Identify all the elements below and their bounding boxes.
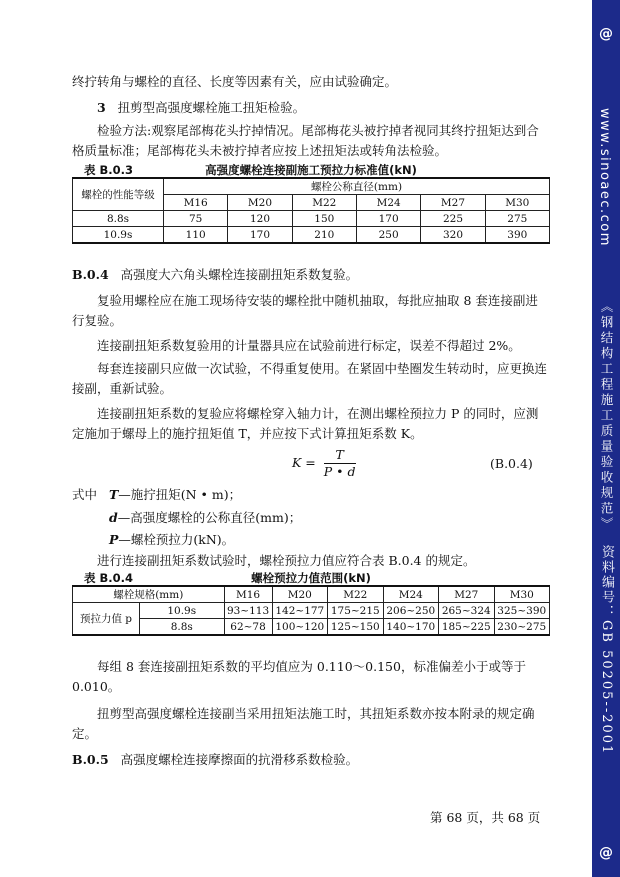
table-cell: 8.8s	[140, 619, 225, 636]
paragraph-torque-method: 扭剪型高强度螺栓连接副当采用扭矩法施工时，其扭矩系数亦按本附录的规定确定。	[72, 706, 535, 741]
table-cell: 175~215	[328, 603, 383, 619]
table-cell: 120	[228, 211, 292, 227]
table-cell: 206~250	[383, 603, 438, 619]
table-cell: 93~113	[224, 603, 272, 619]
paragraph-mean-value: 每组 8 套连接副扭矩系数的平均值应为 0.110～0.150，标准偏差小于或等于 0.010。	[72, 659, 526, 694]
table-row	[73, 619, 550, 636]
formula-fraction	[324, 447, 356, 480]
where-label: 式中	[72, 487, 98, 502]
table-cell: 170	[228, 227, 292, 244]
def-text: —螺栓预拉力(kN)。	[118, 532, 235, 547]
table-b04-col: M24	[383, 586, 438, 603]
table-b03-diam-header: 螺栓公称直径(mm)	[164, 178, 550, 195]
def-text: —施拧扭矩(N • m)；	[118, 487, 242, 502]
table-b04-col: M30	[494, 586, 550, 603]
table-b03-col: M16	[164, 195, 228, 211]
def-symbol: P	[109, 532, 119, 547]
paragraph-test-procedure: 连接副扭矩系数的复验应将螺栓穿入轴力计，在测出螺栓预拉力 P 的同时，应测定施加于螺母上的施拧扭矩值 T，并应按下式计算扭矩系数 K。	[72, 406, 539, 441]
formula-denominator: P • d	[323, 464, 356, 479]
at-symbol-top: @	[599, 26, 613, 42]
section-b04-title: 高强度大六角头螺栓连接副扭矩系数复验。	[120, 267, 359, 282]
table-cell: 8.8s	[73, 211, 164, 227]
table-b04-title: 螺栓预拉力值范围(kN)	[251, 571, 371, 585]
paragraph-inspection-method: 检验方法:观察尾部梅花头拧掉情况。尾部梅花头被拧掉者视同其终拧扭矩达到合格质量标准；尾部梅花头未被拧掉者应按上述扭矩法或转角法检验。	[72, 123, 539, 158]
formula-number: (B.0.4)	[490, 456, 533, 471]
table-b03	[72, 177, 550, 244]
table-row	[73, 227, 550, 244]
table-cell: 125~150	[328, 619, 383, 636]
table-cell: 10.9s	[73, 227, 164, 244]
table-b04	[72, 585, 550, 636]
table-cell: 142~177	[272, 603, 327, 619]
table-b03-col: M24	[356, 195, 420, 211]
table-cell: 110	[164, 227, 228, 244]
table-cell: 390	[485, 227, 549, 244]
table-cell: 62~78	[224, 619, 272, 636]
paragraph-calibration: 连接副扭矩系数复验用的计量器具应在试验前进行标定，误差不得超过 2%。	[97, 338, 521, 353]
table-cell: 230~275	[494, 619, 550, 636]
table-b04-col: M22	[328, 586, 383, 603]
item-3-number: 3	[97, 100, 106, 115]
table-cell: 210	[292, 227, 356, 244]
sidebar-url-link[interactable]: www.sinoaec.com	[597, 108, 612, 247]
table-b04-number: 表 B.0.4	[84, 571, 134, 585]
def-symbol: T	[108, 487, 119, 502]
sidebar-doc-code: 资料编号：GB 50205--2001	[599, 545, 614, 756]
where-def-2	[72, 508, 550, 528]
def-text: —高强度螺栓的公称直径(mm)；	[117, 510, 302, 525]
table-cell: 250	[356, 227, 420, 244]
table-b04-row-label: 预拉力值 p	[73, 603, 140, 636]
paragraph-sampling: 复验用螺栓应在施工现场待安装的螺栓批中随机抽取，每批应抽取 8 套连接副进行复验。	[72, 293, 538, 328]
table-b03-col: M27	[421, 195, 485, 211]
table-cell: 265~324	[439, 603, 494, 619]
table-row	[73, 603, 550, 619]
section-b05-heading	[72, 750, 550, 770]
table-cell: 170	[356, 211, 420, 227]
paragraph-single-test: 每套连接副只应做一次试验，不得重复使用。在紧固中垫圈发生转动时，应更换连接副，重新试验。	[72, 361, 548, 396]
paragraph-preload-requirement: 进行连接副扭矩系数试验时，螺栓预拉力值应符合表 B.0.4 的规定。	[97, 553, 476, 568]
table-b04-col: M16	[224, 586, 272, 603]
def-symbol: d	[109, 510, 118, 525]
page-footer: 第 68 页，共 68 页	[430, 810, 541, 825]
item-3-text: 扭剪型高强度螺栓施工扭矩检验。	[117, 100, 306, 115]
table-cell: 325~390	[494, 603, 550, 619]
table-cell: 225	[421, 211, 485, 227]
table-b04-col: M27	[439, 586, 494, 603]
section-b05-title: 高强度螺栓连接摩擦面的抗滑移系数检验。	[120, 752, 359, 767]
where-def-1	[72, 485, 550, 505]
table-cell: 100~120	[272, 619, 327, 636]
table-b03-grade-header: 螺栓的性能等级	[73, 178, 164, 211]
item-3	[72, 98, 550, 118]
table-b03-col: M30	[485, 195, 549, 211]
table-cell: 275	[485, 211, 549, 227]
sidebar-banner	[592, 0, 620, 877]
table-b03-col: M20	[228, 195, 292, 211]
table-b03-number: 表 B.0.3	[84, 163, 134, 177]
where-def-3	[72, 530, 550, 550]
table-b04-spec-header: 螺栓规格(mm)	[73, 586, 225, 603]
table-b03-col: M22	[292, 195, 356, 211]
section-b04-number: B.0.4	[72, 267, 109, 282]
at-symbol-bottom: @	[599, 845, 613, 861]
table-b04-col: M20	[272, 586, 327, 603]
table-row	[73, 211, 550, 227]
section-b05-number: B.0.5	[72, 752, 109, 767]
table-cell: 75	[164, 211, 228, 227]
formula-b04	[292, 447, 356, 480]
table-cell: 185~225	[439, 619, 494, 636]
table-cell: 320	[421, 227, 485, 244]
table-cell: 140~170	[383, 619, 438, 636]
table-cell: 150	[292, 211, 356, 227]
table-cell: 10.9s	[140, 603, 225, 619]
formula-lhs: K =	[292, 455, 316, 470]
formula-numerator: T	[324, 447, 356, 464]
paragraph-rotation-angle: 终拧转角与螺栓的直径、长度等因素有关，应由试验确定。	[72, 74, 398, 89]
sidebar-doc-title: 《钢结构工程施工质量验收规范》	[599, 300, 614, 533]
table-b03-title: 高强度螺栓连接副施工预拉力标准值(kN)	[205, 163, 417, 177]
section-b04-heading	[72, 265, 550, 285]
